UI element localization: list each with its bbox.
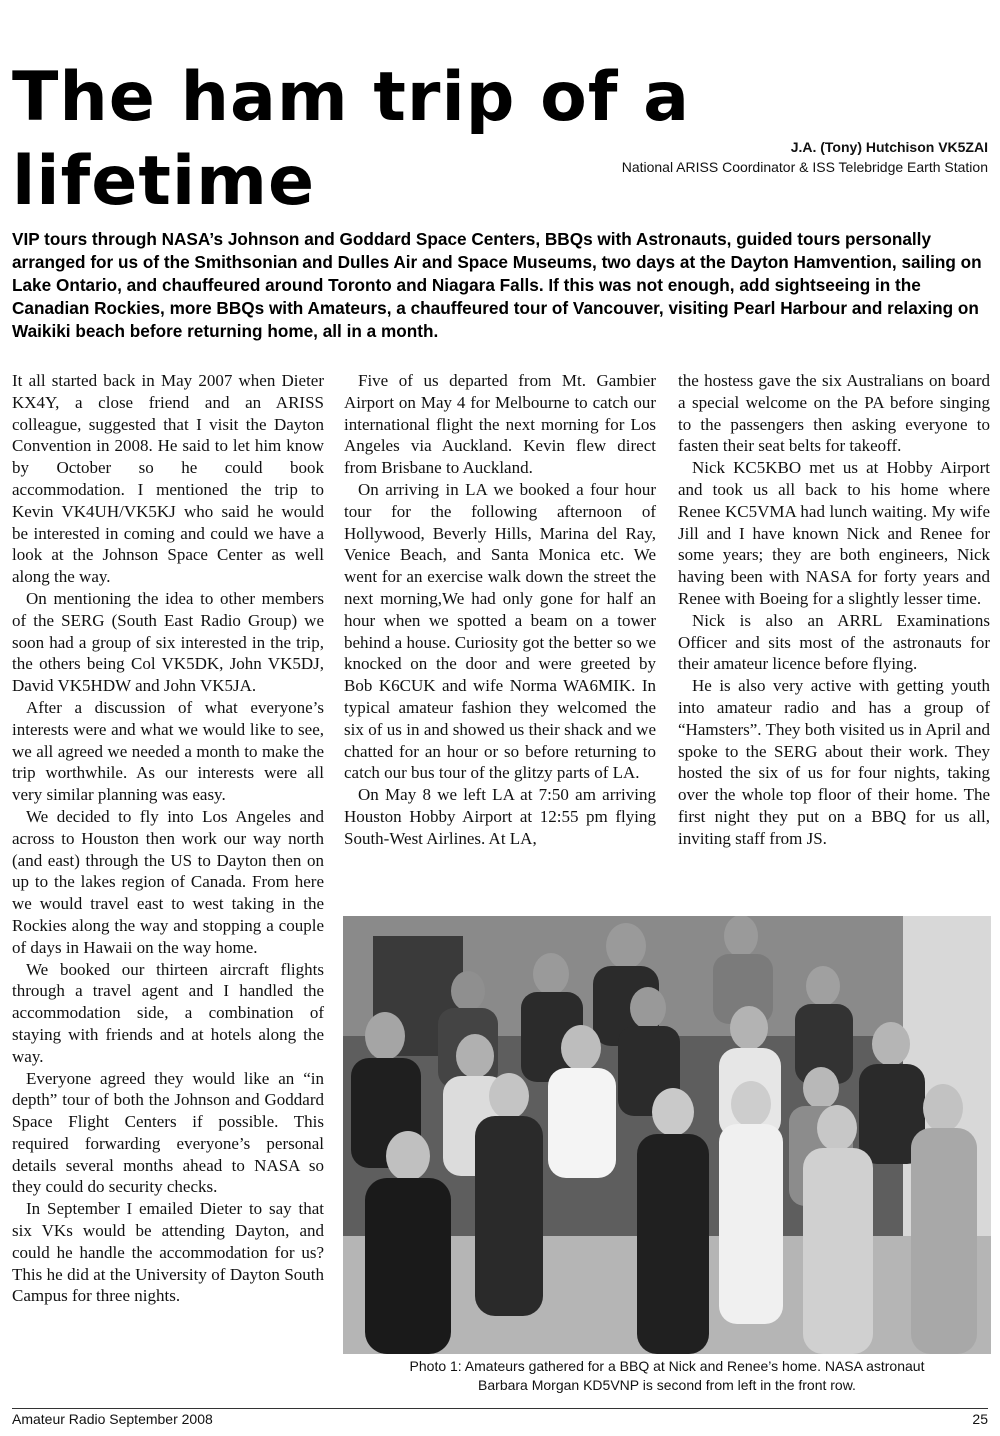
caption-line-1: Photo 1: Amateurs gathered for a BBQ at Nick and Renee’s home. NASA astronaut xyxy=(409,1358,925,1374)
paragraph: Nick KC5KBO met us at Hobby Airport and took us all back to his home where Renee KC5VMA had lunch waiting. My wife Jill and I have known Nick and Renee for some years; they are both engineers, Nick having been with NASA for forty years and Renee with Boeing for a slightly lesser time. xyxy=(678,458,990,608)
group-photo-illustration xyxy=(343,916,991,1354)
footer-divider xyxy=(12,1408,988,1409)
paragraph: the hostess gave the six Australians on board a special welcome on the PA before singing to the passengers then asking everyone to fasten their seat belts for takeoff. xyxy=(678,371,990,456)
photo-caption xyxy=(343,1357,991,1395)
paragraph: Nick is also an ARRL Examinations Officer and sits most of the astronauts for their amateur licence before flying. xyxy=(678,610,990,674)
page-number: 25 xyxy=(972,1411,988,1427)
paragraph: Everyone agreed they would like an “in depth” tour of both the Johnson and Goddard Space Flight Centers if possible. This required forwarding everyone’s personal details several months ahead to NASA so they could do security checks. xyxy=(12,1068,324,1197)
byline xyxy=(622,137,988,177)
paragraph: Five of us departed from Mt. Gambier Airport on May 4 for Melbourne to catch our international flight the next morning for Los Angeles via Auckland. Kevin flew direct from Brisbane to Auckland. xyxy=(344,371,656,478)
paragraph: In September I emailed Dieter to say that six VKs would be attending Dayton, and could he handle the accommodation for us? This he did at the University of Dayton South Campus for three nights. xyxy=(12,1199,324,1306)
author-role: National ARISS Coordinator & ISS Telebridge Earth Station xyxy=(621,159,988,175)
caption-line-2: Barbara Morgan KD5VNP is second from left in the front row. xyxy=(478,1377,856,1393)
article-column-3 xyxy=(678,370,990,850)
paragraph: We booked our thirteen aircraft flights through a travel agent and I handled the accommodation side, a combination of staying with friends and at hotels along the way. xyxy=(12,959,324,1066)
paragraph: We decided to fly into Los Angeles and across to Houston then work our way north (and east) through the US to Dayton then on up to the lakes region of Canada. From here we would travel east to west taking in the Rockies along the way and stopping a couple of days in Hawaii on the way home. xyxy=(12,806,324,957)
author-name: J.A. (Tony) Hutchison VK5ZAI xyxy=(790,139,988,155)
paragraph: It all started back in May 2007 when Dieter KX4Y, a close friend and an ARISS colleague, suggested that I visit the Dayton Convention in 2008. He said to let him know by October so he could book accommodation. I mentioned the trip to Kevin VK4UH/VK5KJ who said he would be interested in coming and could we have a look at the Johnson Space Center as well along the way. xyxy=(12,371,324,587)
paragraph: On mentioning the idea to other members of the SERG (South East Radio Group) we soon had a group of six interested in the trip, the others being Col VK5DK, John VK5DJ, David VK5HDW and John VK5JA. xyxy=(12,588,324,696)
article-column-1 xyxy=(12,370,324,1307)
article-column-2 xyxy=(344,370,656,850)
paragraph: He is also very active with getting youth into amateur radio and has a group of “Hamsters”. They both visited us in April and spoke to the SERG about their work. They hosted the six of us for four nights, taking over the whole top floor of their home. The first night they put on a BBQ for us all, inviting staff from JS. xyxy=(678,676,990,848)
lead-paragraph: VIP tours through NASA’s Johnson and Goddard Space Centers, BBQs with Astronauts, guided tours personally arranged for us of the Smithsonian and Dulles Air and Space Museums, two days at the Dayton Hamvention, sailing on Lake Ontario, and chauffeured around Toronto and Niagara Falls. If this was not enough, add sightseeing in the Canadian Rockies, more BBQs with Amateurs, a chauffeured tour of Vancouver, visiting Pearl Harbour and relaxing on Waikiki beach before returning home, all in a month. xyxy=(12,229,982,341)
footer-publication: Amateur Radio September 2008 xyxy=(12,1411,213,1427)
article-title: The ham trip of a lifetime xyxy=(12,58,690,221)
paragraph: On arriving in LA we booked a four hour tour for the following afternoon of Hollywood, Beverly Hills, Marina del Ray, Venice Beach, and Santa Monica etc. We went for an exercise walk down the street the next morning,We had only gone for half an hour when we spotted a beam on a tower behind a house. Curiosity got the better so we knocked on the door and were greeted by Bob K6CUK and wife Norma WA6MIK. In typical amateur fashion they welcomed the six of us in and showed us their shack and we chatted for an hour or so before returning to catch our bus tour of the glitzy parts of LA. xyxy=(344,479,656,783)
paragraph: After a discussion of what everyone’s interests were and what we would like to see, we all agreed we needed a month to make the trip worthwhile. As our interests were all very similar planning was easy. xyxy=(12,697,324,805)
group-photo xyxy=(343,916,991,1354)
paragraph: On May 8 we left LA at 7:50 am arriving Houston Hobby Airport at 12:55 pm flying South-West Airlines. At LA, xyxy=(344,785,656,848)
